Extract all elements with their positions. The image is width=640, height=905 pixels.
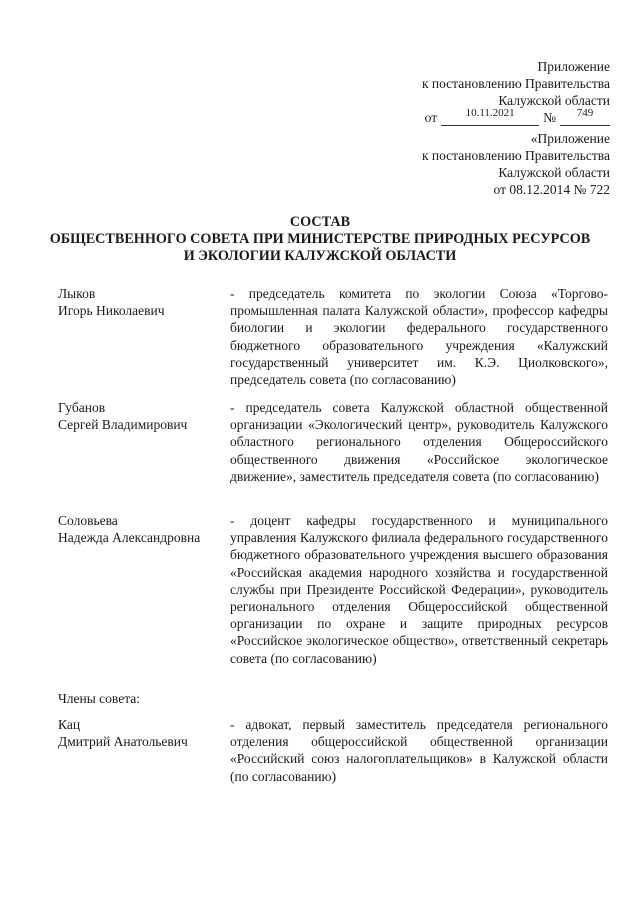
original-region-line: Калужской области [498,165,610,180]
member-description [230,716,608,785]
original-date-line: от 08.12.2014 № 722 [493,182,610,197]
member-description-text: - доцент кафедры государственного и муниципального управления Калужского филиала федерального государственного бюджетного образовательного учреждения высшего образования «Российская академия народного хозяйства и государственной службы при Президенте Российской Федерации», руководитель регионального отделения Общероссийской общественной организации по охране и защите природных ресурсов «Российское экологическое общество», ответственный секретарь совета (по согласованию) [230,513,608,666]
member-given-name: Дмитрий Анатольевич [58,734,188,749]
original-decree-line: к постановлению Правительства [421,148,610,163]
title-line-2: ОБЩЕСТВЕННОГО СОВЕТА ПРИ МИНИСТЕРСТВЕ ПРИРОДНЫХ РЕСУРСОВ [49,231,591,247]
document-title [0,214,640,265]
member-description [230,285,608,388]
member-given-name: Надежда Александровна [58,530,201,545]
member-surname: Лыков [58,286,96,301]
date-field [441,107,539,126]
member-name [58,716,228,750]
registration-line [425,109,610,126]
appendix-header-current [422,58,610,126]
member-name [58,285,228,319]
member-surname: Кац [58,717,81,732]
appendix-title: Приложение [537,59,610,74]
number-handwritten: 749 [576,107,594,119]
number-label: № [543,110,556,125]
member-given-name: Игорь Николаевич [58,303,165,318]
member-name [58,512,228,546]
member-description [230,512,608,667]
member-given-name: Сергей Владимирович [58,417,188,432]
title-line-1: СОСТАВ [289,214,351,230]
member-surname: Соловьева [58,513,118,528]
date-handwritten: 10.11.2021 [465,107,515,119]
member-description-text: - председатель совета Калужской областной общественной организации «Экологический центр», руководитель Калужского областного регионального отделения Общероссийского общественного движения «Российское экологическое движение», заместитель председателя совета (по согласованию) [230,400,608,484]
number-field [560,107,610,126]
original-appendix-title: «Приложение [530,131,610,146]
from-label: от [424,110,438,125]
member-name [58,399,228,433]
title-line-3: И ЭКОЛОГИИ КАЛУЖСКОЙ ОБЛАСТИ [183,248,457,264]
member-description-text: - адвокат, первый заместитель председателя регионального отделения общероссийской общественной организации «Российский союз налогоплательщиков» в Калужской области (по согласованию) [230,717,608,784]
member-surname: Губанов [58,400,106,415]
council-members-label: Члены совета: [58,691,141,706]
appendix-header-original [422,130,610,198]
member-description [230,399,608,485]
appendix-decree-line: к постановлению Правительства [421,76,610,91]
appendix-region-line: Калужской области [498,93,610,108]
member-description-text: - председатель комитета по экологии Союза «Торгово-промышленная палата Калужской области», профессор кафедры биологии и экологии федерального государственного бюджетного образовательного учреждения «Калужский государственный университет им. К.Э. Циолковского», председатель совета (по согласованию) [230,286,608,388]
